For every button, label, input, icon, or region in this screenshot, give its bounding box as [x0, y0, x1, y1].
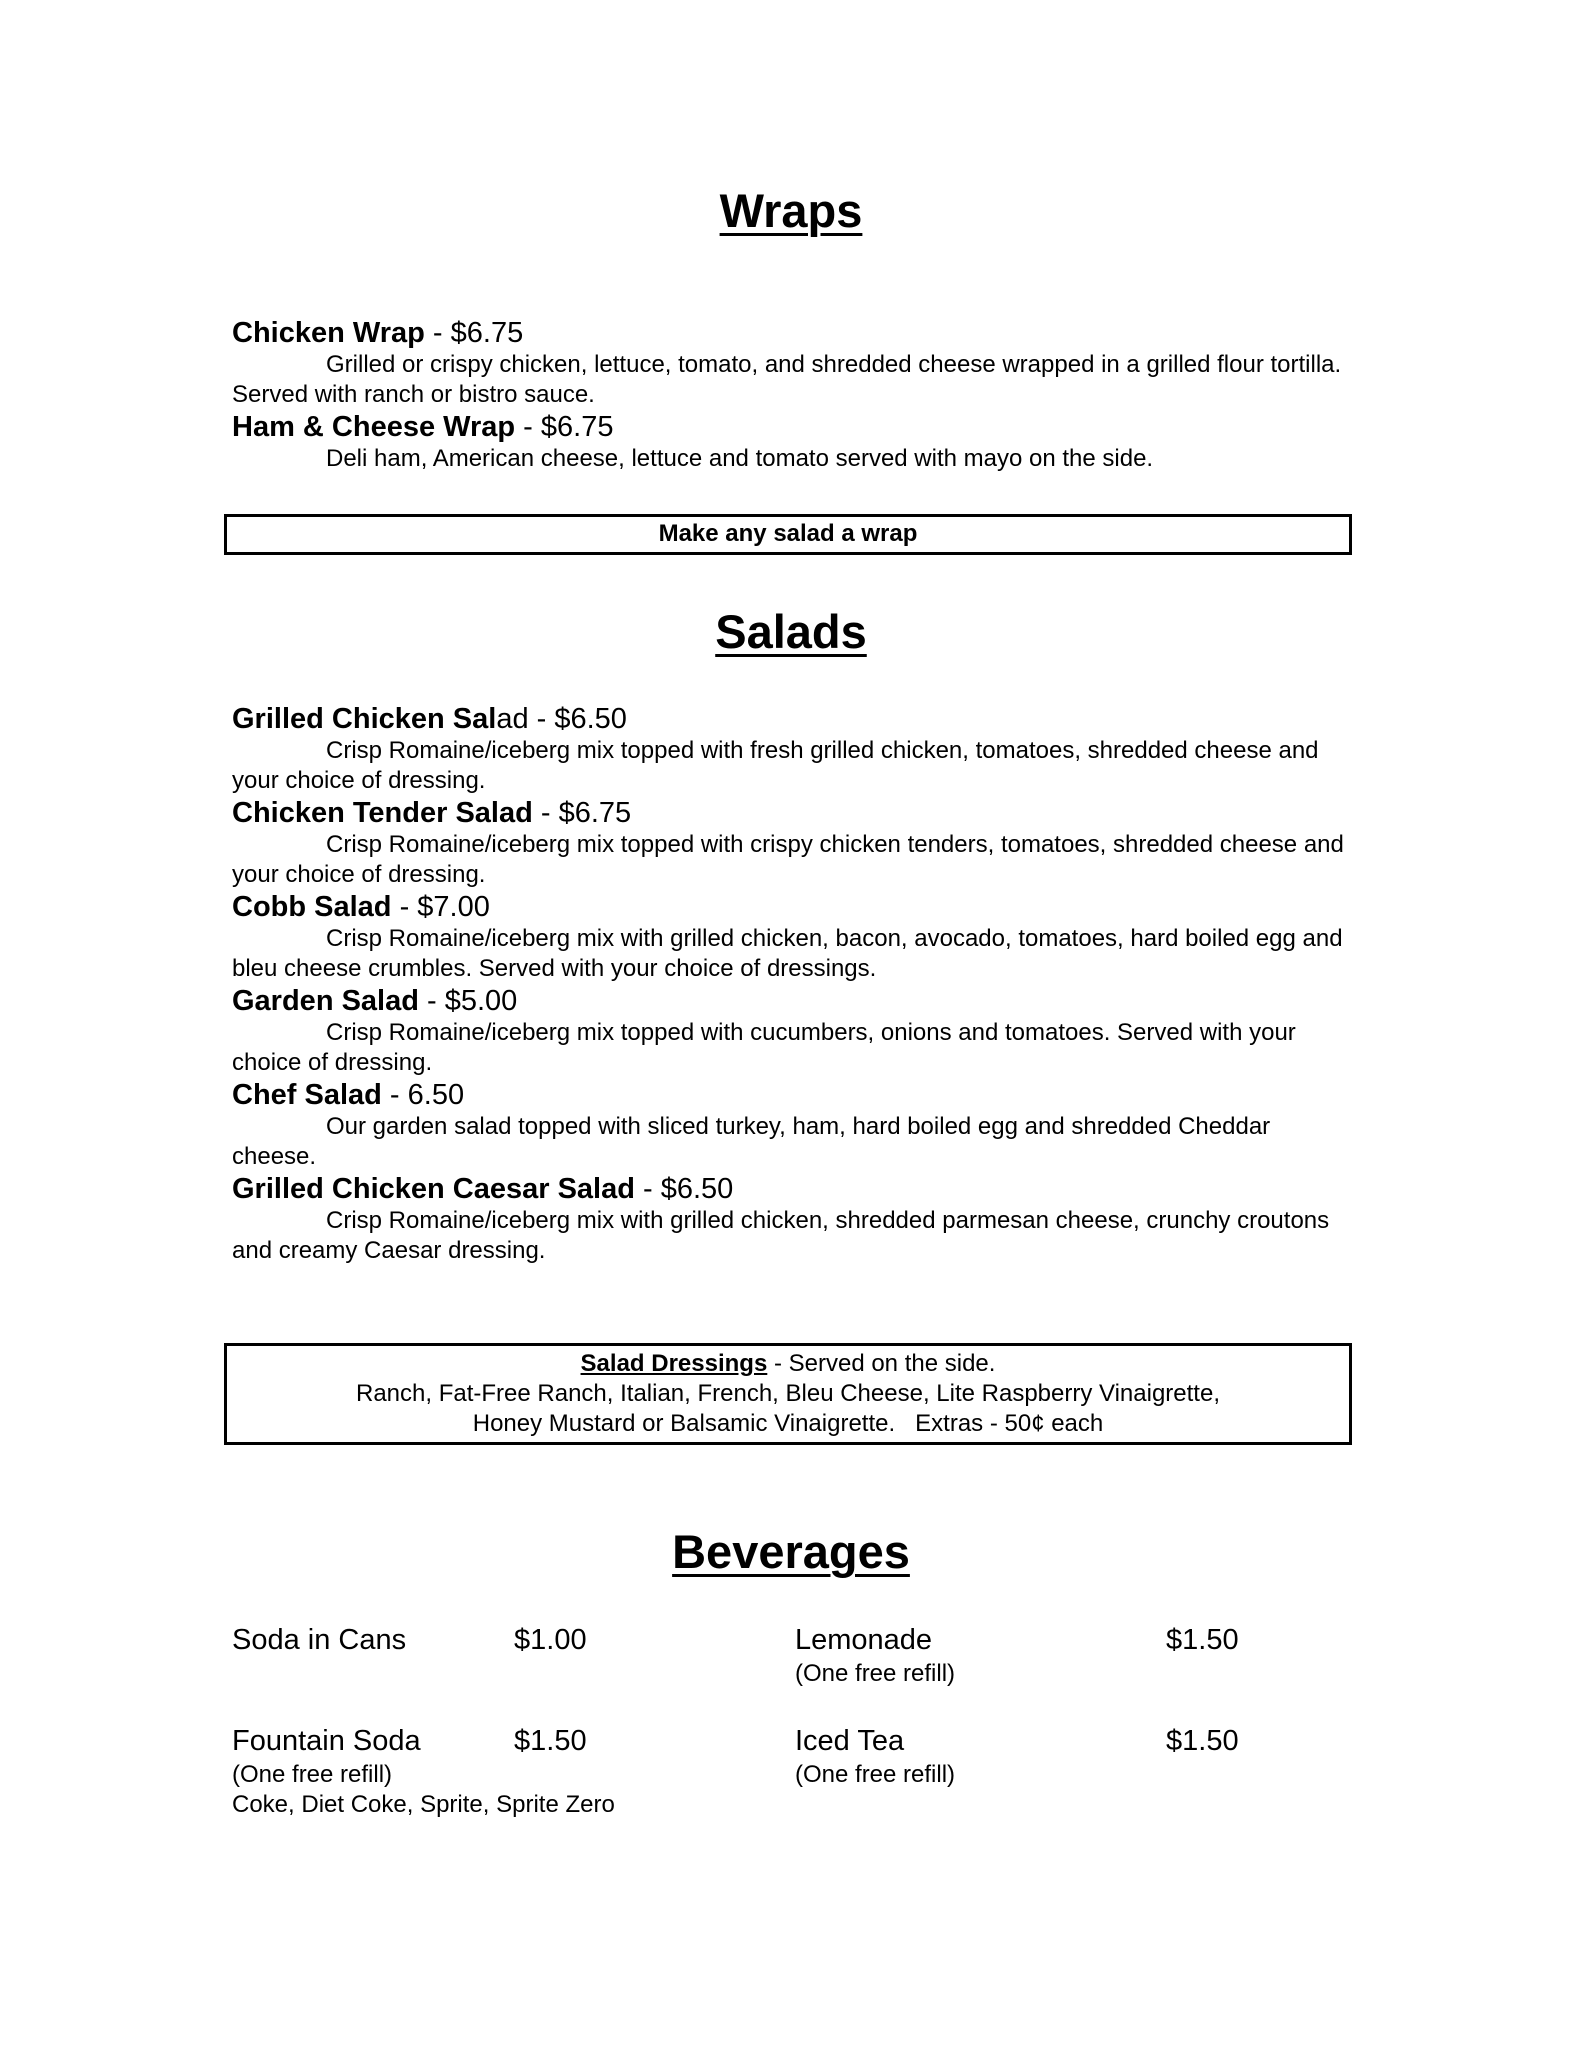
- item-name: Ham & Cheese Wrap: [232, 411, 516, 443]
- beverage-name: Fountain Soda: [232, 1725, 421, 1757]
- item-title: [232, 1079, 1352, 1112]
- item-description: Crisp Romaine/iceberg mix with grilled chicken, bacon, avocado, tomatoes, hard boiled egg and bleu cheese crumbles. Served with your choice of dressings.: [232, 925, 1343, 982]
- item-price: - $7.00: [391, 891, 490, 923]
- item-price: - $6.75: [532, 797, 632, 829]
- item-description: Crisp Romaine/iceberg mix topped with cucumbers, onions and tomatoes. Served with your choice of dressing.: [232, 1019, 1296, 1076]
- menu-item: [232, 985, 1352, 1077]
- item-description: Crisp Romaine/iceberg mix with grilled chicken, shredded parmesan cheese, crunchy croutons and creamy Caesar dressing.: [232, 1207, 1330, 1264]
- item-description: Crisp Romaine/iceberg mix topped with crispy chicken tenders, tomatoes, shredded cheese and your choice of dressing.: [232, 831, 1344, 888]
- salads-list: [232, 703, 1352, 1267]
- item-title: [232, 985, 1352, 1018]
- wrap-note-text: Make any salad a wrap: [658, 520, 918, 547]
- beverage-name: Soda in Cans: [232, 1624, 407, 1656]
- item-name: Chicken Tender Salad: [232, 797, 533, 829]
- dressings-title-line: [227, 1349, 1349, 1379]
- item-price: - $6.50: [634, 1173, 734, 1205]
- beverage-note: (One free refill): [232, 1761, 393, 1788]
- item-name: Chef Salad: [232, 1079, 382, 1111]
- item-name-rest: ad: [496, 703, 529, 735]
- menu-item: [232, 317, 1352, 409]
- beverage-price: $1.00: [514, 1624, 587, 1656]
- item-price: - $6.75: [424, 317, 524, 349]
- beverage-price: $1.50: [514, 1725, 587, 1757]
- salad-dressings-box: [224, 1343, 1352, 1445]
- item-title: [232, 317, 1352, 350]
- beverage-note: (One free refill): [795, 1761, 956, 1788]
- item-description: Our garden salad topped with sliced turkey, ham, hard boiled egg and shredded Cheddar cheese.: [232, 1113, 1271, 1170]
- item-name: Chicken Wrap: [232, 317, 425, 349]
- dressings-line-1: Ranch, Fat-Free Ranch, Italian, French, Bleu Cheese, Lite Raspberry Vinaigrette,: [356, 1380, 1220, 1407]
- dressings-title: Salad Dressings: [580, 1350, 768, 1377]
- menu-item: [232, 411, 1352, 474]
- menu-item: [232, 703, 1352, 795]
- dressings-title-suffix: - Served on the side.: [767, 1350, 996, 1377]
- item-name: Garden Salad: [232, 985, 419, 1017]
- item-title: [232, 703, 1352, 736]
- item-name: Grilled Chicken Caesar Salad: [232, 1173, 635, 1205]
- salads-heading: Salads: [715, 605, 867, 658]
- menu-item: [232, 1079, 1352, 1171]
- item-description: Crisp Romaine/iceberg mix topped with fresh grilled chicken, tomatoes, shredded cheese and your choice of dressing.: [232, 737, 1319, 794]
- item-title: [232, 1173, 1352, 1206]
- item-title: [232, 891, 1352, 924]
- item-price: - $6.50: [528, 703, 627, 735]
- wrap-note-box: [224, 514, 1352, 555]
- menu-item: [232, 891, 1352, 983]
- beverage-price: $1.50: [1166, 1725, 1239, 1757]
- menu-item: [232, 797, 1352, 889]
- item-description: Deli ham, American cheese, lettuce and tomato served with mayo on the side.: [326, 445, 1154, 472]
- wraps-heading: Wraps: [719, 184, 863, 237]
- beverages-heading: Beverages: [672, 1525, 910, 1578]
- item-title: [232, 411, 1352, 444]
- item-name: Grilled Chicken Sal: [232, 703, 497, 735]
- item-description: Grilled or crispy chicken, lettuce, tomato, and shredded cheese wrapped in a grilled flour tortilla. Served with ranch or bistro sauce.: [232, 351, 1342, 408]
- item-price: - $6.75: [515, 411, 614, 443]
- beverage-name: Lemonade: [795, 1624, 933, 1656]
- beverage-price: $1.50: [1166, 1624, 1239, 1656]
- item-price: - $5.00: [418, 985, 518, 1017]
- wraps-list: [232, 317, 1352, 476]
- item-title: [232, 797, 1352, 830]
- item-price: - 6.50: [381, 1079, 465, 1111]
- item-name: Cobb Salad: [232, 891, 392, 923]
- menu-item: [232, 1173, 1352, 1265]
- beverage-extra: Coke, Diet Coke, Sprite, Sprite Zero: [232, 1791, 615, 1818]
- beverage-note: (One free refill): [795, 1660, 956, 1687]
- dressings-line-2: Honey Mustard or Balsamic Vinaigrette. Extras - 50¢ each: [472, 1410, 1104, 1437]
- beverage-name: Iced Tea: [795, 1725, 905, 1757]
